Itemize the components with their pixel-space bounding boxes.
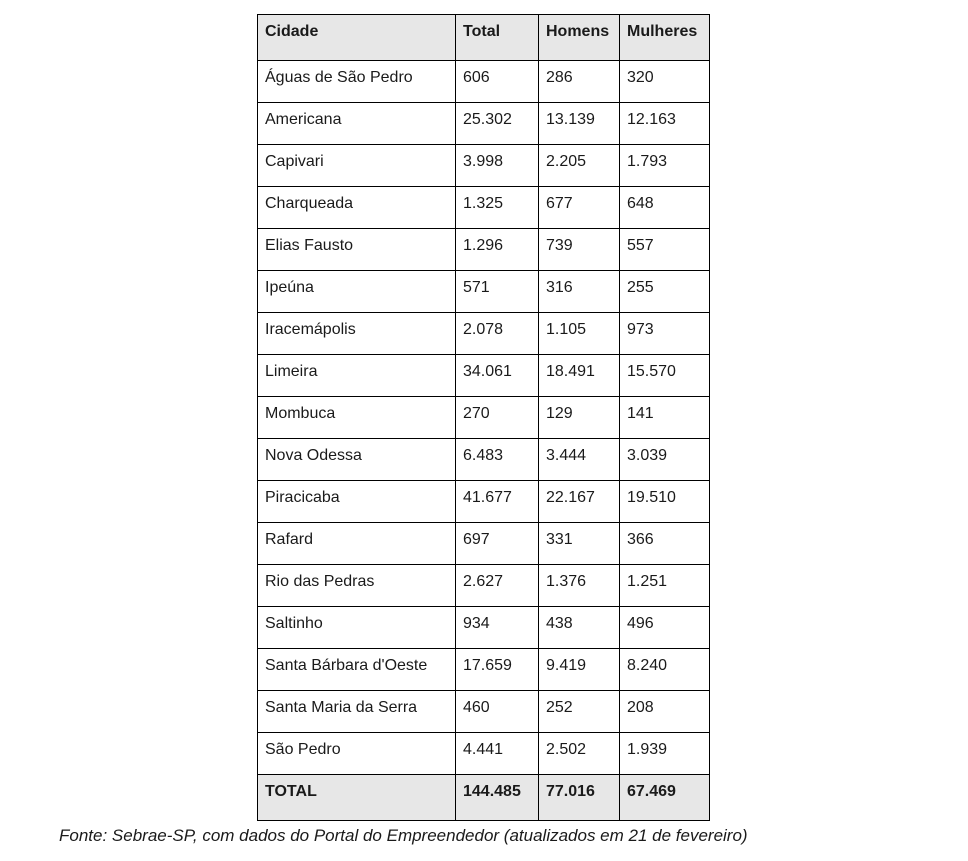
cell-mulheres: 8.240 <box>620 649 710 691</box>
cell-total: 17.659 <box>456 649 539 691</box>
cell-homens: 13.139 <box>539 103 620 145</box>
cell-total: 25.302 <box>456 103 539 145</box>
cell-cidade: Mombuca <box>258 397 456 439</box>
cell-mulheres: 19.510 <box>620 481 710 523</box>
cell-total: 1.325 <box>456 187 539 229</box>
table-row <box>258 565 710 607</box>
table-row <box>258 103 710 145</box>
cell-total: 270 <box>456 397 539 439</box>
cell-homens: 252 <box>539 691 620 733</box>
cell-mulheres: 973 <box>620 313 710 355</box>
cell-homens: 129 <box>539 397 620 439</box>
table-row <box>258 229 710 271</box>
cell-cidade: Águas de São Pedro <box>258 61 456 103</box>
cell-mulheres: 648 <box>620 187 710 229</box>
cell-homens: 2.502 <box>539 733 620 775</box>
total-label: TOTAL <box>258 775 456 821</box>
total-homens: 77.016 <box>539 775 620 821</box>
column-header-total: Total <box>456 15 539 61</box>
cell-total: 41.677 <box>456 481 539 523</box>
cell-total: 697 <box>456 523 539 565</box>
cell-homens: 286 <box>539 61 620 103</box>
cell-mulheres: 3.039 <box>620 439 710 481</box>
table-row <box>258 61 710 103</box>
cell-total: 4.441 <box>456 733 539 775</box>
cell-cidade: Limeira <box>258 355 456 397</box>
cell-mulheres: 320 <box>620 61 710 103</box>
table-row <box>258 187 710 229</box>
table-row <box>258 481 710 523</box>
cell-homens: 9.419 <box>539 649 620 691</box>
column-header-cidade: Cidade <box>258 15 456 61</box>
cell-cidade: São Pedro <box>258 733 456 775</box>
cell-cidade: Elias Fausto <box>258 229 456 271</box>
table-row <box>258 607 710 649</box>
cell-mulheres: 557 <box>620 229 710 271</box>
cell-total: 2.078 <box>456 313 539 355</box>
table-row <box>258 355 710 397</box>
cell-homens: 2.205 <box>539 145 620 187</box>
cell-cidade: Charqueada <box>258 187 456 229</box>
cell-mulheres: 12.163 <box>620 103 710 145</box>
total-total: 144.485 <box>456 775 539 821</box>
cell-cidade: Rafard <box>258 523 456 565</box>
cell-mulheres: 208 <box>620 691 710 733</box>
cell-mulheres: 496 <box>620 607 710 649</box>
cell-cidade: Santa Bárbara d'Oeste <box>258 649 456 691</box>
cell-homens: 331 <box>539 523 620 565</box>
table-row <box>258 271 710 313</box>
cell-mulheres: 1.793 <box>620 145 710 187</box>
cell-total: 571 <box>456 271 539 313</box>
cell-total: 606 <box>456 61 539 103</box>
cell-cidade: Americana <box>258 103 456 145</box>
cell-total: 3.998 <box>456 145 539 187</box>
cell-cidade: Rio das Pedras <box>258 565 456 607</box>
cell-total: 460 <box>456 691 539 733</box>
column-header-homens: Homens <box>539 15 620 61</box>
table-total-row <box>258 775 710 821</box>
cell-cidade: Saltinho <box>258 607 456 649</box>
cell-total: 34.061 <box>456 355 539 397</box>
cell-homens: 677 <box>539 187 620 229</box>
cell-total: 1.296 <box>456 229 539 271</box>
table-row <box>258 649 710 691</box>
cell-cidade: Santa Maria da Serra <box>258 691 456 733</box>
table-row <box>258 691 710 733</box>
table-row <box>258 313 710 355</box>
column-header-mulheres: Mulheres <box>620 15 710 61</box>
cell-mulheres: 15.570 <box>620 355 710 397</box>
cell-cidade: Iracemápolis <box>258 313 456 355</box>
table-row <box>258 733 710 775</box>
cell-mulheres: 1.251 <box>620 565 710 607</box>
cell-mulheres: 1.939 <box>620 733 710 775</box>
table-row <box>258 145 710 187</box>
cell-cidade: Ipeúna <box>258 271 456 313</box>
cell-homens: 316 <box>539 271 620 313</box>
mei-city-table <box>257 14 710 821</box>
cell-homens: 739 <box>539 229 620 271</box>
source-note: Fonte: Sebrae-SP, com dados do Portal do Empreendedor (atualizados em 21 de fevereiro) <box>59 826 748 845</box>
cell-cidade: Piracicaba <box>258 481 456 523</box>
cell-total: 2.627 <box>456 565 539 607</box>
cell-homens: 1.376 <box>539 565 620 607</box>
total-mulheres: 67.469 <box>620 775 710 821</box>
cell-homens: 18.491 <box>539 355 620 397</box>
cell-mulheres: 255 <box>620 271 710 313</box>
cell-homens: 438 <box>539 607 620 649</box>
cell-cidade: Nova Odessa <box>258 439 456 481</box>
cell-total: 934 <box>456 607 539 649</box>
table-row <box>258 439 710 481</box>
cell-homens: 1.105 <box>539 313 620 355</box>
table-row <box>258 523 710 565</box>
cell-mulheres: 141 <box>620 397 710 439</box>
cell-homens: 22.167 <box>539 481 620 523</box>
cell-cidade: Capivari <box>258 145 456 187</box>
cell-homens: 3.444 <box>539 439 620 481</box>
cell-total: 6.483 <box>456 439 539 481</box>
table-row <box>258 397 710 439</box>
cell-mulheres: 366 <box>620 523 710 565</box>
table-header-row <box>258 15 710 61</box>
